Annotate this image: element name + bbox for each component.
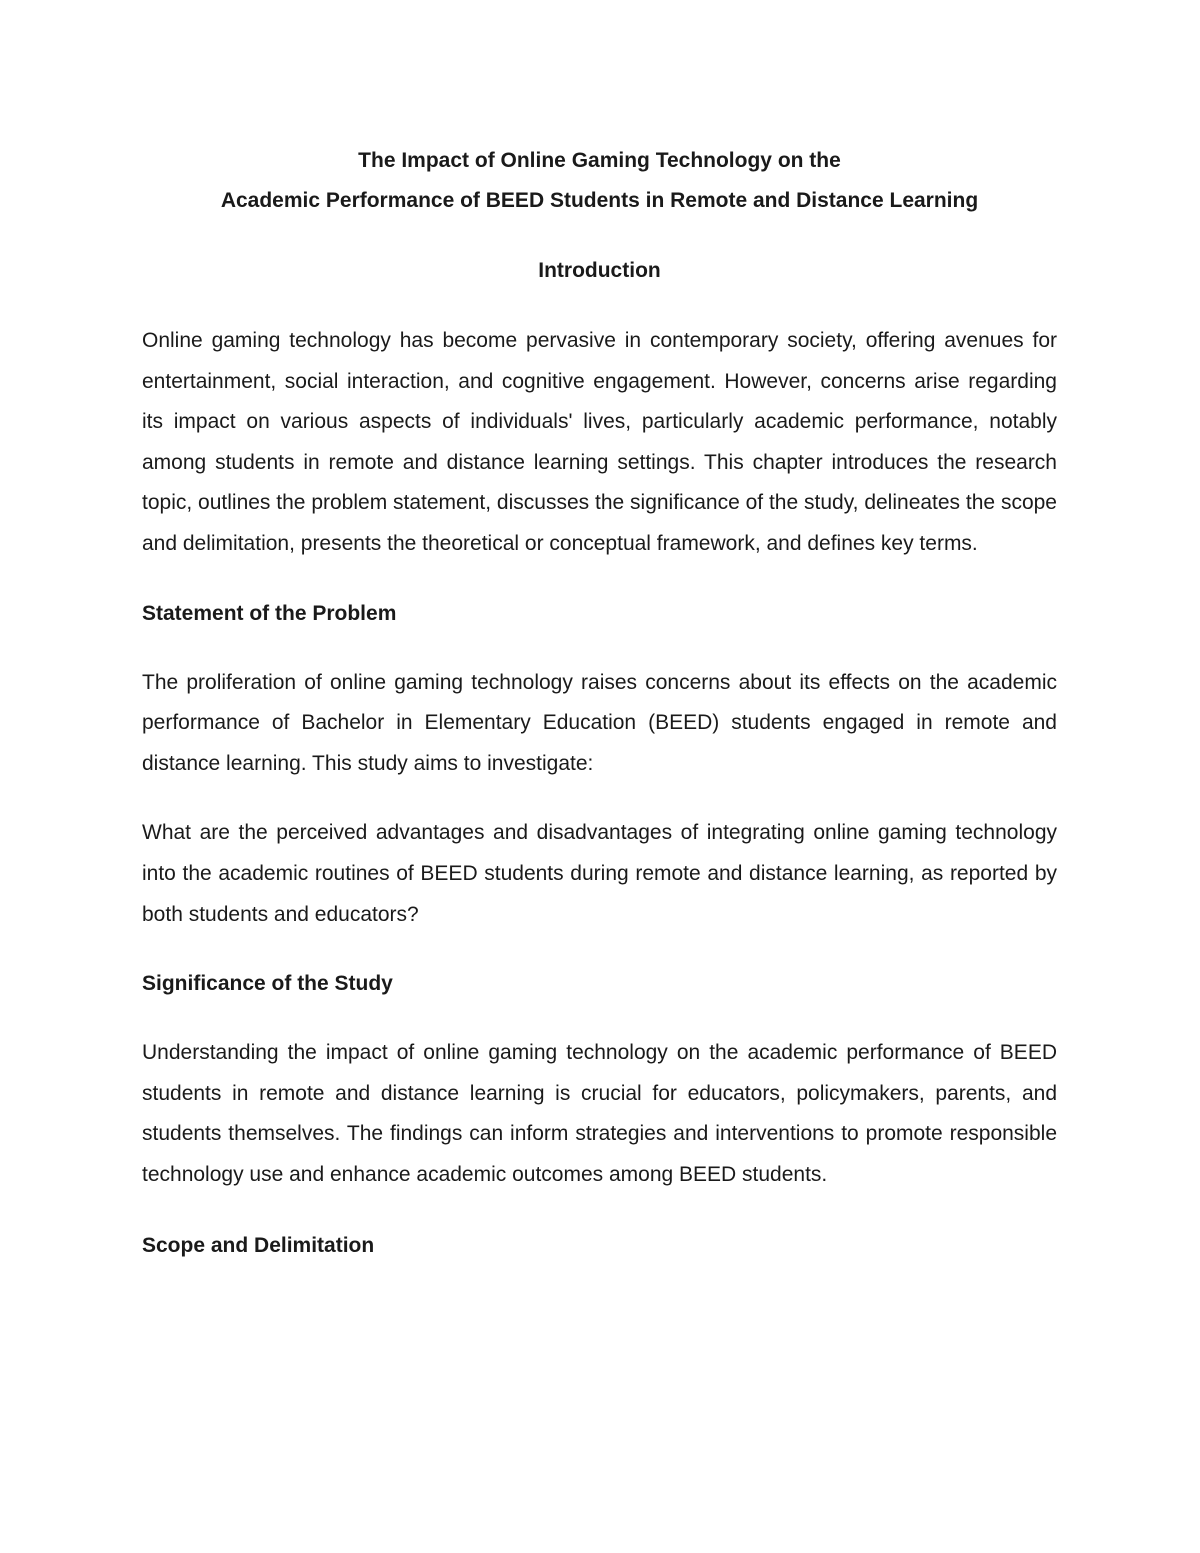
title-line-2: Academic Performance of BEED Students in Remote and Distance Learning xyxy=(220,189,979,212)
statement-of-problem-paragraph: The proliferation of online gaming technology raises concerns about its effects on the academic performance of Bachelor in Elementary Education (BEED) students engaged in remote and distance learning. This study aims to investigate: xyxy=(142,670,1057,775)
title-line-1: The Impact of Online Gaming Technology on the xyxy=(358,149,841,172)
document-title xyxy=(142,141,1057,221)
introduction-heading: Introduction xyxy=(538,259,661,282)
document-content xyxy=(142,141,1057,1266)
research-question: What are the perceived advantages and disadvantages of integrating online gaming technology into the academic routines of BEED students during remote and distance learning, as reported by both students and educators? xyxy=(142,821,1057,926)
statement-of-problem-heading: Statement of the Problem xyxy=(142,601,397,625)
significance-paragraph: Understanding the impact of online gaming technology on the academic performance of BEED students in remote and distance learning is crucial for educators, policymakers, parents, and students themselves. The findings can inform strategies and interventions to promote responsible technology use and enhance academic outcomes among BEED students. xyxy=(142,1041,1057,1186)
significance-heading: Significance of the Study xyxy=(142,972,393,996)
scope-heading: Scope and Delimitation xyxy=(142,1233,375,1257)
introduction-paragraph: Online gaming technology has become pervasive in contemporary society, offering avenues for entertainment, social interaction, and cognitive engagement. However, concerns arise regarding its impact on various aspects of individuals' lives, particularly academic performance, notably among students in remote and distance learning settings. This chapter introduces the research topic, outlines the problem statement, discusses the significance of the study, delineates the scope and delimitation, presents the theoretical or conceptual framework, and defines key terms. xyxy=(142,329,1057,555)
